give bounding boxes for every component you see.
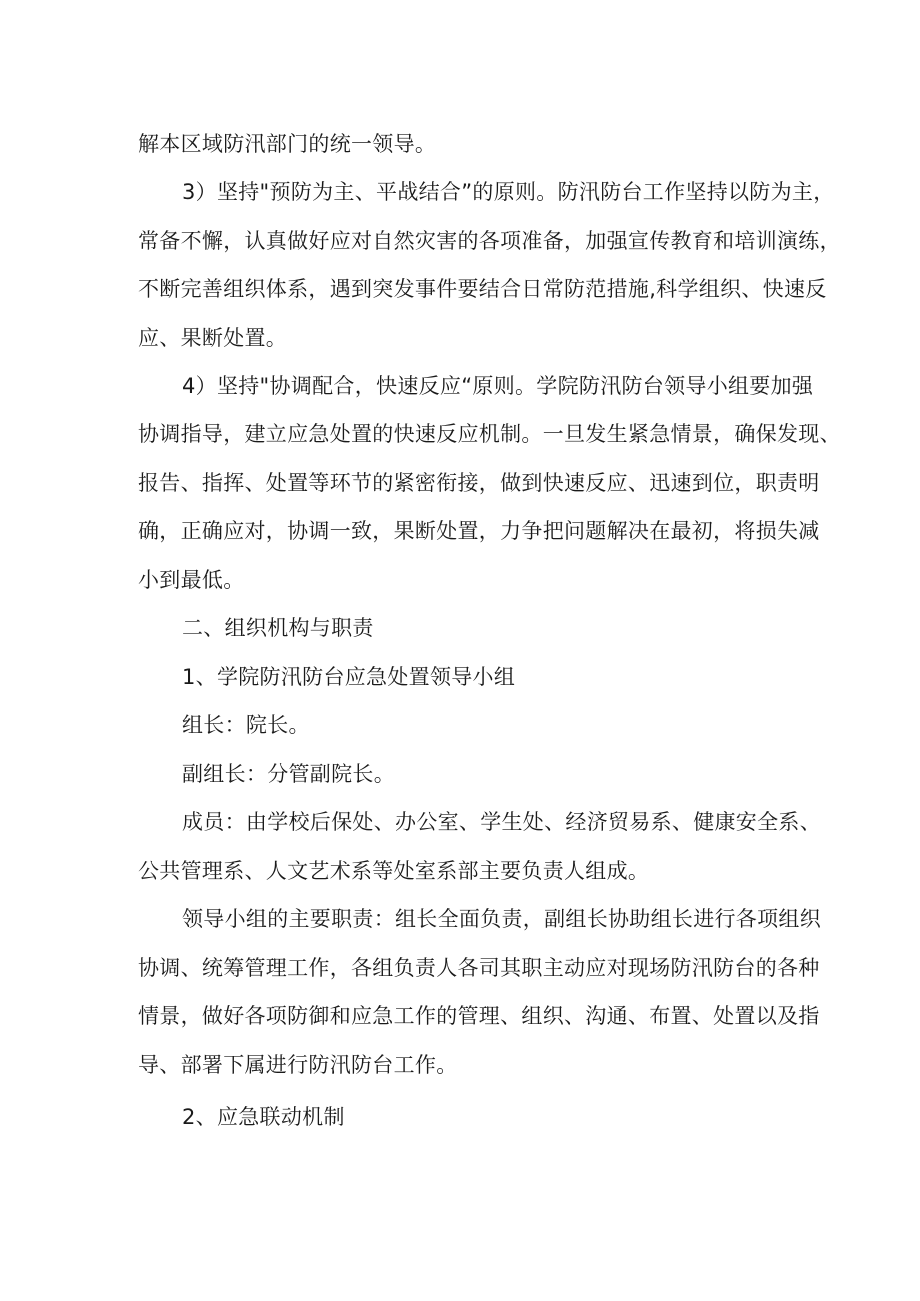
text-line: 4）坚持"协调配合，快速反应“原则。学院防汛防台领导小组要加强 [182,374,814,398]
text-line: 确，正确应对，协调一致，果断处置，力争把问题解决在最初，将损失减 [138,519,820,543]
text-line: 常备不懈，认真做好应对自然灾害的各项准备，加强宣传教育和培训演练， [138,229,841,253]
text-line: 组长：院长。 [182,713,310,737]
text-line: 报告、指挥、处置等环节的紧密衔接，做到快速反应、迅速到位，职责明 [138,471,820,495]
text-line: 解本区域防汛部门的统一领导。 [138,132,437,156]
text-line: 小到最低。 [138,568,245,592]
subsection-heading: 1、学院防汛防台应急处置领导小组 [182,665,516,689]
text-line: 导、部署下属进行防汛防台工作。 [138,1053,458,1077]
text-line: 3）坚持"预防为主、平战结合”的原则。防汛防台工作坚持以防为主， [182,180,835,204]
text-line: 成员：由学校后保处、办公室、学生处、经济贸易系、健康安全系、 [182,810,821,834]
text-line: 副组长：分管副院长。 [182,762,395,786]
subsection-heading: 2、应急联动机制 [182,1105,345,1129]
text-line: 领导小组的主要职责：组长全面负责，副组长协助组长进行各项组织 [182,907,821,931]
text-line: 情景，做好各项防御和应急工作的管理、组织、沟通、布置、处置以及指 [138,1004,820,1028]
text-line: 应、果断处置。 [138,326,288,350]
text-line: 公共管理系、人文艺术系等处室系部主要负责人组成。 [138,859,650,883]
text-line: 协调、统筹管理工作，各组负责人各司其职主动应对现场防汛防台的各种 [138,956,820,980]
text-line: 不断完善组织体系，遇到突发事件要结合日常防范措施,科学组织、快速反 [138,277,827,301]
text-line: 协调指导，建立应急处置的快速反应机制。一旦发生紧急情景，确保发现、 [138,422,841,446]
section-heading: 二、组织机构与职责 [182,616,374,640]
